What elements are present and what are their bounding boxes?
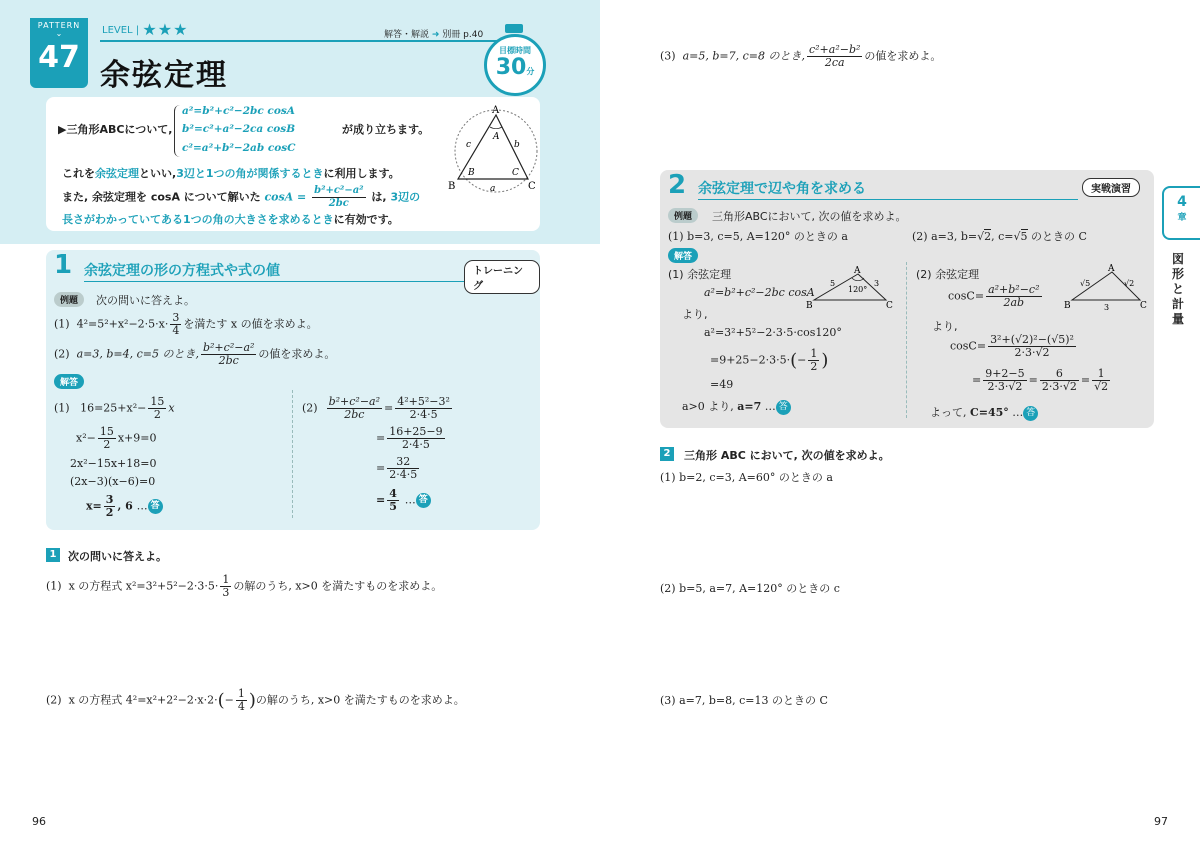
section-1-box — [46, 250, 540, 530]
section-2-tag: 実戦演習 — [1082, 178, 1140, 197]
answer-ref-prefix: 解答・解説 — [384, 30, 430, 40]
angle-b-label: B — [468, 168, 475, 178]
sol2-line-2: より, — [932, 320, 958, 333]
section-2-title: 余弦定理で辺や角を求める — [698, 181, 866, 197]
example-text: 次の問いに答えよ。 — [96, 294, 195, 307]
vertex-b-label: B — [448, 181, 456, 192]
side-a-label: a — [490, 184, 496, 193]
sol2-line-1: (2) $\frac{\text{b²+c²−a²}}{2bc}$ = $\frac{\text{4²+5²−3²}}{2\cdot 4\cdot 5}$ — [302, 395, 450, 421]
section-1-number: 1 — [54, 250, 73, 280]
side-3-label: 3 — [874, 279, 880, 288]
sol1-line-1: a²=b²+c²−2bc cosA — [704, 286, 815, 299]
sol2-answer: よって, C=45° … 答 — [930, 404, 1038, 421]
chapter-tab — [1162, 186, 1200, 240]
section-1-title: 余弦定理の形の方程式や式の値 — [84, 263, 280, 279]
summary-box — [46, 97, 540, 231]
angle-c-label: C — [512, 168, 519, 178]
vertex-b-label: B — [806, 301, 813, 311]
sol1-line-4: =9+25−2·3·5·(− $\frac{1}{2}$ ) — [710, 347, 829, 373]
summary-line-4: 長さがわかっていてある1つの角の大きさを求めるときに有効です。 — [62, 213, 399, 226]
answer-label: 解答 — [668, 248, 698, 263]
header-rule — [100, 40, 510, 42]
sol1-answer: x= $\frac{3}{2}$ , 6 … 答 — [86, 494, 163, 519]
chapter-label: 章 — [1177, 213, 1187, 223]
summary-line-2: これを余弦定理といい,3辺と1つの角が関係するときに利用します。 — [62, 167, 400, 180]
section-1-tag: トレーニング — [464, 260, 540, 294]
sol2-line-2: = $\frac{16+25-9}{2\cdot 4\cdot 5}$ — [376, 425, 443, 451]
exercise-1-q2: (2) x の方程式 4²=x²+2²−2·x·2·(− $\frac{1}{4}$ )の解のうち, x>0 を満たすものを求めよ。 — [46, 687, 465, 713]
sol1-line-3: a²=3²+5²−2·3·5·cos120° — [704, 326, 842, 339]
summary-line-1-suffix: が成り立ちます。 — [342, 123, 430, 136]
exercise-2-number: 2 — [660, 447, 674, 461]
column-divider — [292, 390, 293, 518]
level-label: LEVEL — [102, 25, 133, 36]
exercise-1-number: 1 — [46, 548, 60, 562]
sol1-line-2: x²− $\frac{15}{2}$ x+9=0 — [76, 425, 157, 451]
cosine-eq-3: c²=a²+b²−2ab cosC — [182, 142, 296, 154]
vertex-b-label: B — [1064, 301, 1071, 311]
page-number-right: 97 — [1154, 815, 1168, 828]
example-q1: (1) 4²=5²+x²−2·5·x· $\frac{3}{4}$ を満たす x の値を求めよ。 — [54, 311, 318, 337]
answer-mark-icon: 答 — [416, 493, 431, 508]
sol2-line-3: cosC= $\frac{\text{3²+(√2)²−(√5)²}}{2\cdot 3\cdot√2}$ — [950, 333, 1074, 359]
example-label: 例題 — [668, 208, 698, 223]
angle-120-label: 120° — [848, 285, 868, 294]
summary-line-3: また, 余弦定理を cosA について解いた cosA = $\frac{\text{b²+c²−a²}}{2bc}$ は, 3辺の — [62, 185, 421, 209]
vertex-a-label: A — [854, 266, 861, 276]
chapter-number: 4 — [1177, 194, 1187, 210]
sol1-line-3: 2x²−15x+18=0 — [70, 457, 157, 470]
vertex-a-label: A — [1108, 264, 1115, 274]
vertex-a-label: A — [492, 105, 500, 116]
side-root5-label: √5 — [1080, 279, 1091, 288]
pattern-tab — [30, 18, 88, 88]
exercise-2-text: 三角形 ABC において, 次の値を求めよ。 — [684, 449, 890, 462]
sol1-line-5: =49 — [710, 378, 734, 391]
page-number-left: 96 — [32, 815, 46, 828]
sol2-head: (2) 余弦定理 — [916, 268, 980, 281]
sol1-line-2: より, — [682, 308, 708, 321]
exercise-2-q3: (3) a=7, b=8, c=13 のときの C — [660, 694, 828, 707]
answer-mark-icon: 答 — [1023, 406, 1038, 421]
angle-a-label: A — [493, 132, 500, 142]
sol2-line-4: = $\frac{9+2-5}{2\cdot 3\cdot√2}$ = $\frac{6}{2\cdot 3\cdot√2}$ = $\frac{1}{√2}$ — [972, 367, 1109, 393]
example-q2: (2) a=3, b=4, c=5 のとき, $\frac{\text{b²+c²−a²}}{2bc}$ の値を求めよ。 — [54, 341, 336, 367]
example-q2: (2) a=3, b=√2, c=√5 のときの C — [912, 230, 1087, 243]
exercise-1-q1: (1) x の方程式 x²=3²+5²−2·3·5· $\frac{1}{3}$ の解のうち, x>0 を満たすものを求めよ。 — [46, 573, 443, 599]
section-2-number: 2 — [668, 170, 687, 200]
section-2-box — [660, 170, 1154, 428]
vertex-c-label: C — [886, 301, 893, 311]
side-c-label: c — [466, 140, 472, 150]
pattern-label: PATTERN — [37, 21, 81, 30]
sol1-head: (1) 余弦定理 — [668, 268, 732, 281]
triangle-abc-figure — [446, 103, 538, 193]
exercise-2-q1: (1) b=2, c=3, A=60° のときの a — [660, 471, 833, 484]
cosine-eq-1: a²=b²+c²−2bc cosA — [182, 105, 295, 117]
sol2-line-1: cosC= $\frac{\text{a²+b²−c²}}{2ab}$ — [948, 283, 1040, 309]
answer-mark-icon: 答 — [776, 400, 791, 415]
timer-value: 30分 — [495, 55, 535, 80]
answer-mark-icon: 答 — [148, 499, 163, 514]
sol2-answer: = $\frac{4}{5}$ … 答 — [376, 488, 431, 513]
exercise-1-q3: (3) a=5, b=7, c=8 のとき, $\frac{\text{c²+a²−b²}}{2ca}$ の値を求めよ。 — [660, 43, 942, 69]
triangle-figure-2 — [1064, 264, 1148, 312]
summary-line-1-prefix: ▶三角形ABCについて, — [58, 123, 173, 136]
side-b-label: b — [514, 140, 520, 150]
answer-ref-target: 別冊 p.40 — [442, 30, 484, 40]
side-3-label: 3 — [1104, 303, 1110, 312]
section-1-rule — [84, 281, 464, 282]
cosine-eq-2: b²=c²+a²−2ca cosB — [182, 123, 296, 135]
exercise-1-text: 次の問いに答えよ。 — [68, 550, 167, 563]
brace — [174, 105, 182, 157]
chevron-down-icon: ⌄ — [55, 29, 63, 38]
vertex-c-label: C — [1140, 301, 1147, 311]
arrow-right-icon: ➜ — [431, 30, 440, 40]
triangle-figure-1 — [806, 266, 896, 312]
sol2-line-3: = $\frac{32}{2\cdot 4\cdot 5}$ — [376, 455, 418, 481]
column-divider — [906, 262, 907, 418]
answer-label: 解答 — [54, 374, 84, 389]
chapter-name: 図形と計量 — [1172, 252, 1185, 326]
stopwatch-icon — [505, 24, 523, 33]
section-2-rule — [698, 199, 1078, 200]
star-icons: ★★★ — [142, 20, 189, 39]
sol1-line-4: (2x−3)(x−6)=0 — [70, 475, 156, 488]
page-title: 余弦定理 — [100, 58, 228, 93]
exercise-2-q2: (2) b=5, a=7, A=120° のときの c — [660, 582, 840, 595]
pattern-number: 47 — [38, 40, 80, 75]
side-5-label: 5 — [830, 279, 836, 288]
sol1-line-1: (1) 16=25+x²− $\frac{15}{2}$ x — [54, 395, 175, 421]
sol1-answer: a>0 より, a=7 … 答 — [682, 398, 791, 415]
example-label: 例題 — [54, 292, 84, 307]
level-indicator: LEVEL | ★★★ — [102, 20, 189, 39]
target-time-badge — [484, 34, 546, 96]
example-text: 三角形ABCにおいて, 次の値を求めよ。 — [712, 210, 907, 223]
vertex-c-label: C — [528, 181, 536, 192]
answer-reference — [384, 27, 483, 40]
side-root2-label: √2 — [1124, 279, 1135, 288]
example-q1: (1) b=3, c=5, A=120° のときの a — [668, 230, 848, 243]
timer-label: 目標時間 — [499, 46, 531, 55]
